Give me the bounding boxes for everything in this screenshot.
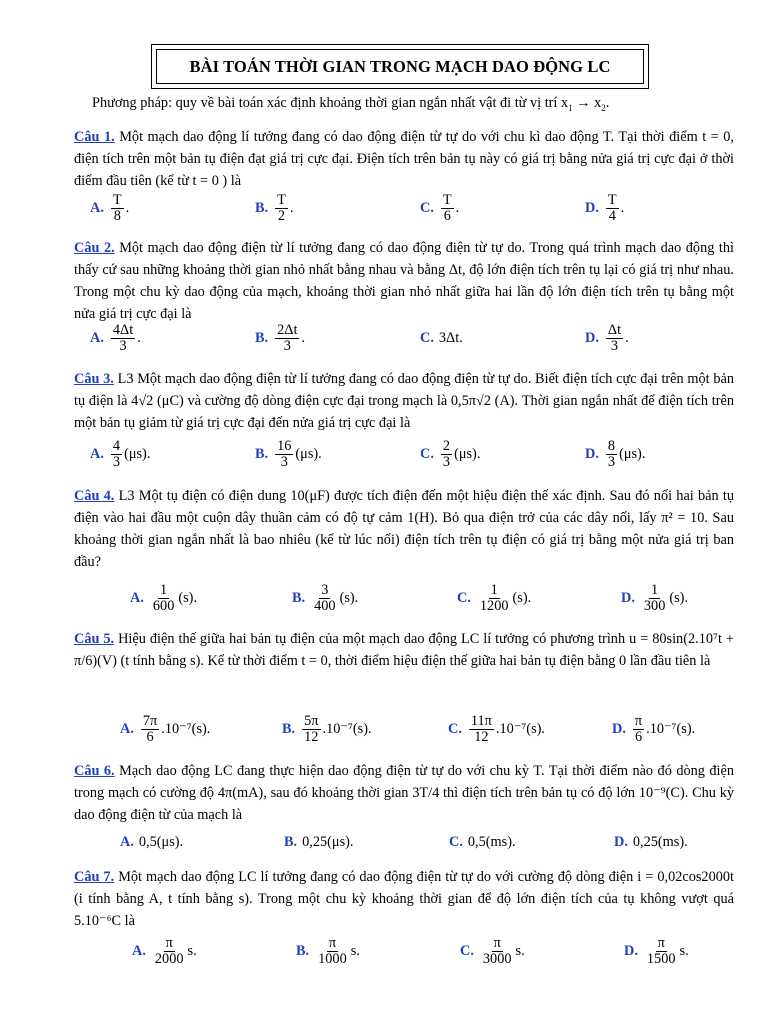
option-letter: A. <box>90 199 104 216</box>
numerator: π <box>634 712 643 729</box>
option-letter: C. <box>457 589 471 606</box>
q4-option-a <box>130 578 197 618</box>
denominator: 2000 <box>154 950 184 967</box>
option-letter: A. <box>120 720 134 737</box>
option-letter: A. <box>90 445 104 462</box>
option-letter: C. <box>420 445 434 462</box>
fraction <box>151 583 176 614</box>
numerator: π <box>165 934 173 951</box>
option-suffix: . <box>620 199 625 216</box>
question-3-label: Câu 3. <box>74 371 114 387</box>
question-4-text: L3 Một tụ điện có điện dung 10(μF) được tích điện đến một hiệu điện thế xác định. Sau đó nối hai bản tụ điện vào hai đầu một cuộn dây thuần cảm có độ tự cảm 1(H). Bỏ qua điện trở của các dây nối, lấy π² = 10. Sau khoảng thời gian ngắn nhất là bao nhiêu (kể từ lúc nối) điện tích trên tụ điện có giá trị bằng một nửa giá trị ban đầu? <box>74 488 734 570</box>
q2-option-a <box>90 318 141 358</box>
numerator: π <box>328 934 337 951</box>
numerator: 4Δt <box>112 321 134 338</box>
option-suffix: .10⁻⁷(s). <box>495 720 545 737</box>
q5-option-b <box>282 709 372 749</box>
q7-option-d <box>624 931 689 971</box>
fraction <box>606 439 617 470</box>
numerator: 2 <box>442 437 451 454</box>
option-suffix: (μs). <box>295 445 322 462</box>
fraction <box>111 193 124 224</box>
denominator: 3000 <box>482 950 512 967</box>
fraction <box>153 936 186 967</box>
option-letter: B. <box>284 833 298 850</box>
denominator: 400 <box>314 597 336 614</box>
q1-option-b <box>255 188 293 228</box>
option-suffix: 0,25(ms). <box>632 833 688 850</box>
denominator: 4 <box>608 207 616 224</box>
option-letter: B. <box>255 445 269 462</box>
numerator: π <box>493 934 501 951</box>
method-text: Phương pháp: quy về bài toán xác định khoảng thời gian ngắn nhất vật đi từ vị trí x <box>92 95 569 111</box>
option-suffix: 0,5(ms). <box>467 833 516 850</box>
option-suffix: .10⁻⁷(s). <box>161 720 211 737</box>
question-1-label: Câu 1. <box>74 129 115 145</box>
numerator: 1 <box>490 581 498 598</box>
denominator: 6 <box>146 728 154 745</box>
option-letter: A. <box>132 942 146 959</box>
question-5-label: Câu 5. <box>74 631 115 647</box>
numerator: 16 <box>277 437 292 454</box>
question-5-text: Hiệu điện thế giữa hai bản tụ điện của một mạch dao động LC lí tưởng có phương trình u = 80sin(2.10⁷t + π/6)(V) (t tính bằng s). Kể từ thời điểm t = 0, thời điểm hiệu điện thế giữa hai bản tụ điện bằng 0 lần đầu tiên là <box>74 631 734 669</box>
option-suffix: (μs). <box>454 445 481 462</box>
fraction <box>441 193 454 224</box>
q7-option-c <box>460 931 525 971</box>
q3-option-a <box>90 434 150 474</box>
question-6-options <box>0 822 768 862</box>
denominator: 3 <box>610 337 619 354</box>
question-2-options <box>0 318 768 358</box>
option-letter: B. <box>282 720 296 737</box>
q1-option-c <box>420 188 459 228</box>
question-3 <box>74 368 734 434</box>
denominator: 3 <box>112 453 121 470</box>
fraction <box>645 936 678 967</box>
denominator: 3 <box>607 453 616 470</box>
option-suffix: . <box>625 329 629 346</box>
option-suffix: . <box>289 199 294 216</box>
question-6 <box>74 760 734 826</box>
option-suffix: 0,25(μs). <box>302 833 354 850</box>
question-2-text: Một mạch dao động điện từ lí tưởng đang có dao động điện từ tự do. Trong quá trình mạch dao động thì thấy cứ sau những khoảng thời gian nhỏ nhất bằng nhau và bằng Δt, độ lớn điện tích trên tụ lại có giá trị như nhau. Trong một chu kỳ dao động của mạch, khoảng thời gian nhỏ nhất giữa hai lần độ lớn điện tích trên tụ bằng một nửa giá trị cực đại là <box>74 240 734 322</box>
numerator: Δt <box>607 321 622 338</box>
option-suffix: s. <box>515 942 525 959</box>
q3-option-d <box>585 434 645 474</box>
numerator: 11π <box>470 712 492 729</box>
option-suffix: s. <box>679 942 689 959</box>
denominator: 3 <box>119 337 127 354</box>
option-letter: D. <box>585 329 599 346</box>
option-suffix: 3Δt. <box>438 329 463 346</box>
option-suffix: (μs). <box>124 445 151 462</box>
fraction <box>606 193 619 224</box>
option-suffix: . <box>301 329 306 346</box>
option-letter: D. <box>585 445 599 462</box>
q4-option-c <box>457 578 531 618</box>
option-letter: A. <box>130 589 144 606</box>
fraction <box>642 583 667 614</box>
option-letter: C. <box>449 833 463 850</box>
option-suffix: (μs). <box>619 445 646 462</box>
denominator: 300 <box>643 597 666 614</box>
numerator: T <box>112 191 122 208</box>
question-7-text: Một mạch dao động LC lí tưởng đang có dao động điện từ tự do với cường độ dòng điện i = 0,02cos2000t (i tính bằng A, t tính bằng s). Trong một chu kỳ khoảng thời gian để độ lớn điện tích của tụ không vượt quá 5.10⁻⁶C là <box>74 869 734 929</box>
fraction <box>275 439 293 470</box>
option-suffix: . <box>455 199 460 216</box>
option-suffix: (s). <box>669 589 689 606</box>
denominator: 6 <box>634 728 643 745</box>
question-1 <box>74 126 734 192</box>
fraction <box>481 936 514 967</box>
q4-option-d <box>621 578 688 618</box>
fraction <box>302 714 320 745</box>
page-title: BÀI TOÁN THỜI GIAN TRONG MẠCH DAO ĐỘNG LC <box>156 49 644 84</box>
option-letter: A. <box>90 329 104 346</box>
q5-option-d <box>612 709 695 749</box>
numerator: 7π <box>142 712 158 729</box>
denominator: 3 <box>442 453 451 470</box>
question-2 <box>74 237 734 325</box>
q2-option-b <box>255 318 305 358</box>
denominator: 600 <box>152 597 175 614</box>
q7-option-b <box>296 931 360 971</box>
question-6-text: Mạch dao động LC đang thực hiện dao động điện từ tự do với chu kỳ T. Tại thời điểm nào đó dòng điện trong mạch có cường độ 4π(mA), sau đó khoảng thời gian 3T/4 thì điện tích trên bản tụ có độ lớn 10⁻⁹(C). Chu kỳ dao động điện từ của mạch là <box>74 763 735 823</box>
option-suffix: 0,5(μs). <box>138 833 184 850</box>
option-letter: D. <box>614 833 628 850</box>
option-letter: C. <box>448 720 462 737</box>
denominator: 12 <box>474 728 489 745</box>
fraction <box>111 323 135 354</box>
question-4-label: Câu 4. <box>74 488 115 504</box>
question-7-label: Câu 7. <box>74 869 115 885</box>
title-box <box>151 44 649 89</box>
denominator: 1200 <box>479 597 509 614</box>
denominator: 12 <box>304 728 319 745</box>
option-letter: D. <box>621 589 635 606</box>
q5-option-a <box>120 709 210 749</box>
option-letter: D. <box>612 720 626 737</box>
fraction <box>606 323 623 354</box>
fraction <box>441 439 452 470</box>
question-5-options <box>0 709 768 749</box>
question-7 <box>74 866 734 932</box>
denominator: 3 <box>283 337 291 354</box>
numerator: 4 <box>112 437 121 454</box>
option-letter: B. <box>292 589 306 606</box>
option-letter: C. <box>460 942 474 959</box>
numerator: 1 <box>160 581 168 598</box>
numerator: 2Δt <box>277 321 298 338</box>
option-suffix: s. <box>187 942 197 959</box>
option-suffix: (s). <box>339 589 359 606</box>
option-letter: A. <box>120 833 134 850</box>
q1-option-d <box>585 188 624 228</box>
numerator: π <box>657 934 665 951</box>
numerator: T <box>442 191 452 208</box>
q5-option-c <box>448 709 545 749</box>
option-suffix: (s). <box>178 589 198 606</box>
q7-option-a <box>132 931 197 971</box>
option-letter: C. <box>420 199 434 216</box>
fraction <box>111 439 122 470</box>
question-6-label: Câu 6. <box>74 763 115 779</box>
q6-option-b <box>284 822 353 862</box>
numerator: T <box>607 191 617 208</box>
fraction <box>316 936 349 967</box>
denominator: 6 <box>443 207 451 224</box>
fraction <box>469 714 494 745</box>
q2-option-c <box>420 318 463 358</box>
denominator: 8 <box>113 207 121 224</box>
option-letter: D. <box>585 199 599 216</box>
fraction <box>141 714 159 745</box>
denominator: 1500 <box>646 950 676 967</box>
fraction <box>312 583 337 614</box>
question-4 <box>74 485 734 573</box>
option-suffix: .10⁻⁷(s). <box>322 720 372 737</box>
fraction <box>275 323 299 354</box>
q1-option-a <box>90 188 129 228</box>
fraction <box>478 583 511 614</box>
question-2-label: Câu 2. <box>74 240 115 256</box>
denominator: 2 <box>277 207 286 224</box>
numerator: 1 <box>651 581 659 598</box>
q3-option-b <box>255 434 322 474</box>
numerator: 8 <box>607 437 616 454</box>
option-suffix: .10⁻⁷(s). <box>646 720 696 737</box>
q2-option-d <box>585 318 629 358</box>
question-3-text: L3 Một mạch dao động điện từ lí tưởng đang có dao động điện từ tự do. Biết điện tích cực đại trên một bản tụ điện là 4√2 (μC) và cường độ dòng điện cực đại trong mạch là 0,5π√2 (A). Thời gian ngắn nhất để điện tích trên một bản tụ giảm từ giá trị cực đại đến nửa giá trị cực đại là <box>74 371 734 431</box>
option-letter: D. <box>624 942 638 959</box>
question-4-options <box>0 578 768 618</box>
option-suffix: s. <box>350 942 360 959</box>
q3-option-c <box>420 434 480 474</box>
option-suffix: . <box>137 329 141 346</box>
q6-option-c <box>449 822 516 862</box>
question-5 <box>74 628 734 672</box>
question-3-options <box>0 434 768 474</box>
denominator: 1000 <box>318 950 347 967</box>
question-1-options <box>0 188 768 228</box>
option-letter: B. <box>296 942 310 959</box>
q6-option-d <box>614 822 688 862</box>
option-letter: B. <box>255 329 269 346</box>
q6-option-a <box>120 822 183 862</box>
fraction <box>633 714 644 745</box>
question-7-options <box>0 931 768 971</box>
denominator: 3 <box>280 453 288 470</box>
fraction <box>275 193 288 224</box>
numerator: T <box>277 191 286 208</box>
option-letter: B. <box>255 199 269 216</box>
numerator: 3 <box>321 581 329 598</box>
option-letter: C. <box>420 329 434 346</box>
question-1-text: Một mạch dao động lí tưởng đang có dao động điện từ tự do với chu kì dao động T. Tại thời điểm t = 0, điện tích trên một bản tụ điện đạt giá trị cực đại. Điện tích trên bản tụ này có giá trị bằng nửa giá trị cực đại ở thời điểm đầu tiên (kể từ t = 0 ) là <box>74 129 734 189</box>
option-suffix: (s). <box>512 589 532 606</box>
option-suffix: . <box>125 199 130 216</box>
q4-option-b <box>292 578 358 618</box>
numerator: 5π <box>304 712 319 729</box>
method-line: Phương pháp: quy về bài toán xác định khoảng thời gian ngắn nhất vật đi từ vị trí $x_1 \to x_2$. <box>92 95 610 113</box>
